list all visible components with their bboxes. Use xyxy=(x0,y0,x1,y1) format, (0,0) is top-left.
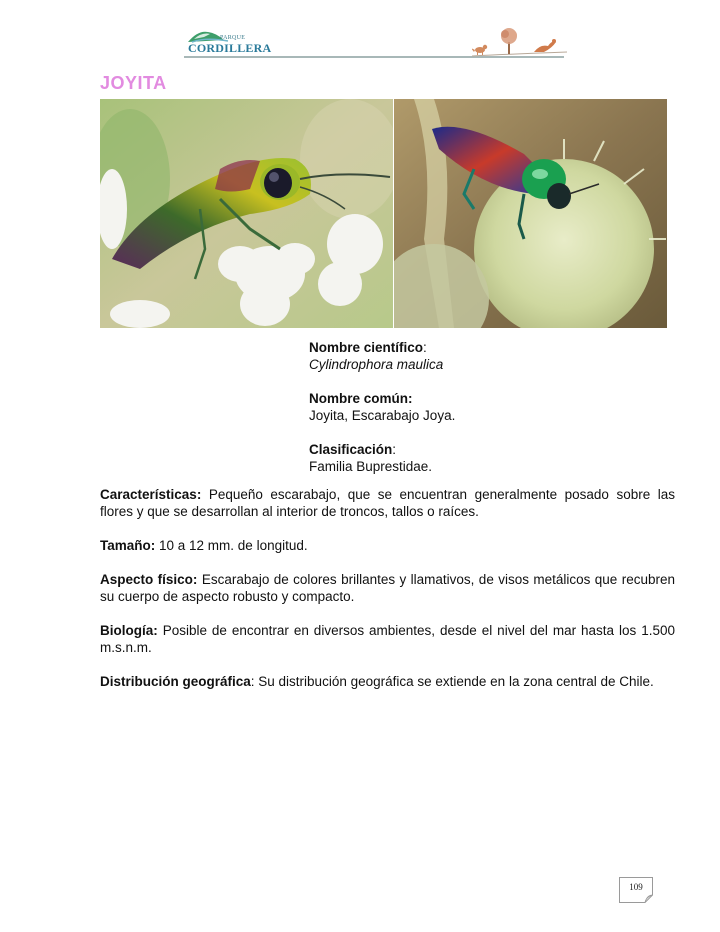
section-text: Escarabajo de colores brillantes y llamativos, de visos metálicos que recubren su cuerpo de aspecto robusto y compacto. xyxy=(100,572,675,604)
scientific-name-label: Nombre científico xyxy=(309,340,424,355)
beetle-photo-2 xyxy=(394,99,667,328)
section-label: Biología: xyxy=(100,623,158,638)
beetle-on-thistle-image xyxy=(394,99,667,328)
parque-cordillera-logo xyxy=(184,26,272,58)
species-info xyxy=(309,339,455,492)
page-number xyxy=(619,877,653,903)
section-characteristics xyxy=(100,486,675,520)
section-label: Aspecto físico: xyxy=(100,572,198,587)
scientific-name-value: Cylindrophora maulica xyxy=(309,357,444,372)
logo-main-text: CORDILLERA xyxy=(188,41,272,55)
section-distribution xyxy=(100,673,675,690)
common-name-label: Nombre común: xyxy=(309,391,413,406)
beetle-on-flower-image xyxy=(100,99,393,328)
scientific-name-colon: : xyxy=(423,340,427,355)
section-label: Características: xyxy=(100,487,202,502)
classification-colon: : xyxy=(392,442,397,457)
classification-block xyxy=(309,441,455,475)
section-biology xyxy=(100,622,675,656)
section-text: : Su distribución geográfica se extiende en la zona central de Chile. xyxy=(250,674,654,689)
page-number-text: 109 xyxy=(629,882,643,892)
section-text: Pequeño escarabajo, que se encuentran generalmente posado sobre las flores y que se desarrollan al interior de troncos, tallos o raíces. xyxy=(100,487,675,519)
section-label: Distribución geográfica xyxy=(100,674,251,689)
common-name-block xyxy=(309,390,455,424)
section-size xyxy=(100,537,675,554)
section-text: 10 a 12 mm. de longitud. xyxy=(155,538,308,553)
classification-value: Familia Buprestidae. xyxy=(309,459,433,474)
section-label: Tamaño: xyxy=(100,538,156,553)
page-header xyxy=(180,22,565,62)
classification-label: Clasificación xyxy=(309,442,393,457)
species-title: JOYITA xyxy=(100,73,167,93)
logo-small-text: PARQUE xyxy=(220,35,246,41)
fox-tree-bird-icon xyxy=(472,26,567,58)
beetle-photo-1 xyxy=(100,99,393,328)
section-appearance xyxy=(100,571,675,605)
common-name-value: Joyita, Escarabajo Joya. xyxy=(309,408,456,423)
section-text: Posible de encontrar en diversos ambientes, desde el nivel del mar hasta los 1.500 m.s.n.m. xyxy=(100,623,675,655)
description xyxy=(100,486,675,707)
scientific-name-block xyxy=(309,339,455,373)
